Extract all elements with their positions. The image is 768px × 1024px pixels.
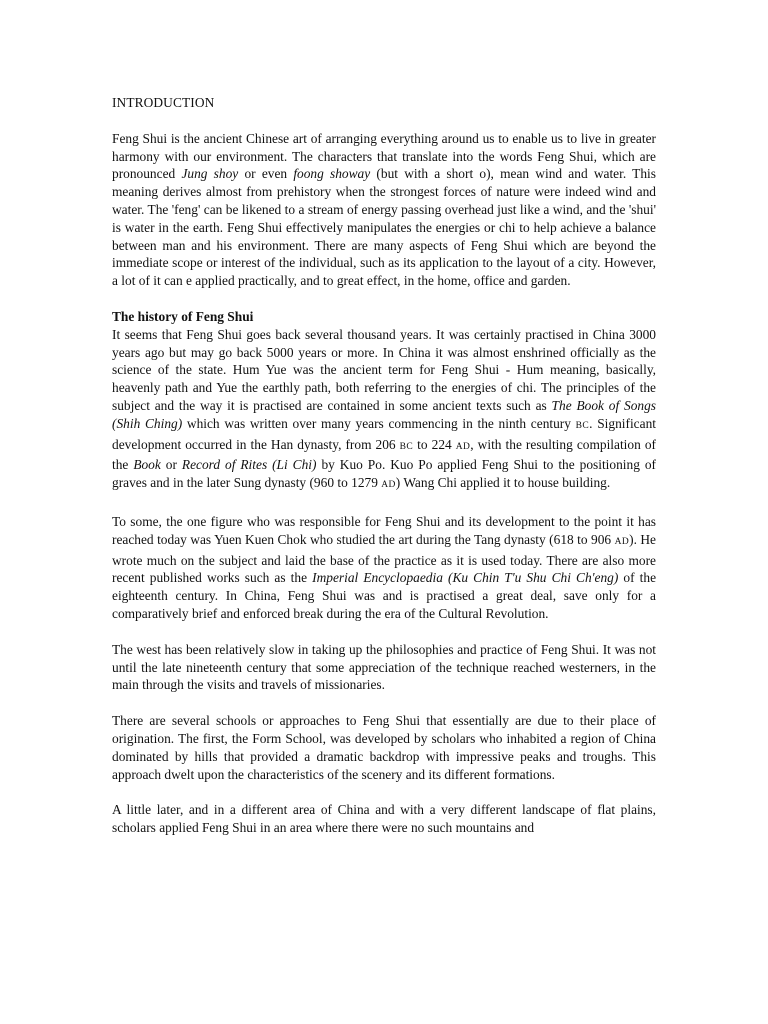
text-run: of the eighteenth century. In China, Feng Shui was and is practised a great deal, save only for a comparatively brief and enforced break during the era of the Cultural Revolution.	[112, 570, 657, 621]
era-abbrev: AD	[381, 480, 396, 491]
text-run: or	[160, 457, 182, 473]
italic-term: Jung shoy	[181, 166, 239, 182]
paragraph-schools: There are several schools or approaches to Feng Shui that essentially are due to their place of origination. The first, the Form School, was developed by scholars who inhabited a region of China dominated by hills that provided a dramatic backdrop with impressive peaks and troughs. This approach dwelt upon the characteristics of the scenery and its different formations.	[112, 713, 656, 782]
text-run: To some, the one figure who was responsible for Feng Shui and its development to the point it has reached today was Yuen Kuen Chok who studied the art during the Tang dynasty (618 to 906	[112, 513, 656, 547]
text-run: or even	[238, 166, 294, 182]
text-run: ) Wang Chi applied it to house building.	[395, 475, 611, 491]
document-body	[112, 94, 656, 855]
paragraph-later: A little later, and in a different area of China and with a very different landscape of flat plains, scholars applied Feng Shui in an area where there were no such mountains and	[112, 802, 656, 836]
italic-title: Record of Rites (Li Chi)	[181, 457, 317, 473]
italic-term: foong showay	[293, 166, 371, 182]
paragraph-yuen-kuen-chok	[112, 513, 656, 623]
text-run: ). He wrote much on the subject and laid the base of the practice as it is used today. There are also more recent published works such as the	[112, 531, 657, 586]
era-abbrev: BC	[399, 441, 414, 452]
era-abbrev: AD	[455, 441, 471, 452]
text-run: to 224	[413, 436, 456, 452]
text-run: which was written over many years commencing in the ninth century	[182, 415, 576, 431]
text-run: . Significant development occurred in the Han dynasty, from 206	[112, 415, 656, 452]
text-run: by Kuo Po. Kuo Po applied Feng Shui to the positioning of graves and in the later Sung dynasty (960 to 1279	[112, 457, 656, 491]
italic-title: Imperial Encyclopaedia (Ku Chin T'u Shu Chi Ch'eng)	[312, 570, 619, 586]
italic-title: The Book of Songs (Shih Ching)	[112, 397, 656, 431]
text-run: Feng Shui is the ancient Chinese art of arranging everything around us to enable us to live in greater harmony with our environment. The characters that translate into the words Feng Shui, which are pronounced	[112, 130, 656, 182]
paragraph-introduction	[112, 130, 656, 290]
paragraph-west: The west has been relatively slow in taking up the philosophies and practice of Feng Shui. It was not until the late nineteenth century that some appreciation of the technique reached westerners, in the main through the visits and travels of missionaries.	[112, 641, 656, 693]
section-heading-introduction: INTRODUCTION	[112, 95, 215, 110]
paragraph-history	[112, 326, 656, 495]
text-run: (but with a short o), mean wind and water. This meaning derives almost from prehistory when the strongest forces of nature were indeed wind and water. The 'feng' can be likened to a stream of energy passing overhead just like a wind, and the 'shui' is water in the earth. Feng Shui effectively manipulates the energies or chi to help achieve a balance between man and his environment. There are many aspects of Feng Shui which are beyond the immediate scope or interest of the individual, such as its application to the layout of a city. However, a lot of it can e applied practically, and to great effect, in the home, office and garden.	[112, 166, 656, 289]
era-abbrev: AD	[614, 536, 630, 547]
text-run: , with the resulting compilation of the	[112, 436, 656, 473]
text-run: It seems that Feng Shui goes back several thousand years. It was certainly practised in China 3000 years ago but may go back 5000 years or more. In China it was almost enshrined officially as the science of the state. Hum Yue was the ancient term for Feng Shui - Hum meaning, basically, heavenly path and Yue the earthly path, both referring to the energies of chi. The principles of the subject and the way it is practised are contained in some ancient texts such as	[112, 326, 656, 413]
era-abbrev: BC	[575, 420, 590, 431]
subheading-history: The history of Feng Shui	[112, 308, 254, 324]
italic-title: Book	[133, 457, 161, 473]
